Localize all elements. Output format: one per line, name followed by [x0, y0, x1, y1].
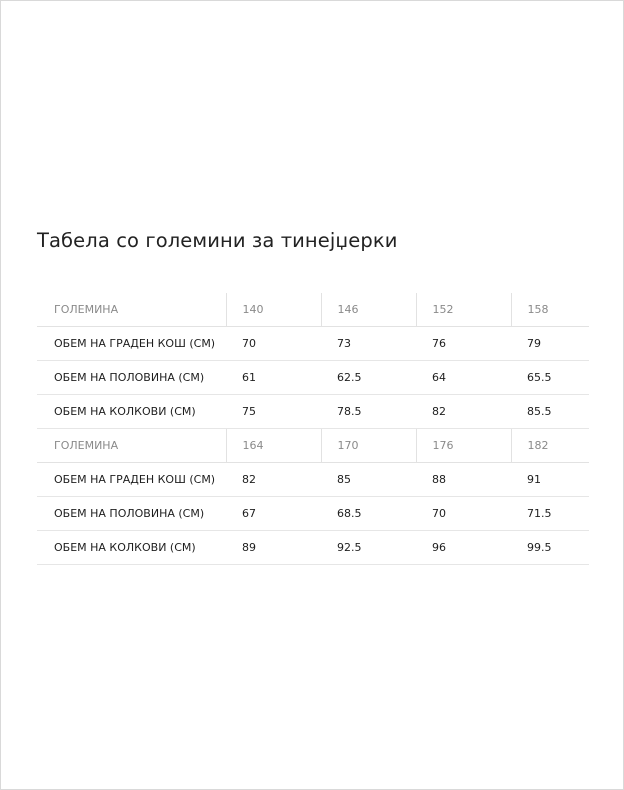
size-header-cell: 152 [416, 293, 511, 327]
size-header-cell: 164 [226, 429, 321, 463]
measurement-label: ОБЕМ НА ПОЛОВИНА (СМ) [37, 361, 226, 395]
measurement-label: ОБЕМ НА КОЛКОВИ (СМ) [37, 395, 226, 429]
measurement-value: 92.5 [321, 531, 416, 565]
measurement-value: 82 [416, 395, 511, 429]
measurement-label: ОБЕМ НА ПОЛОВИНА (СМ) [37, 497, 226, 531]
size-header-row [37, 293, 589, 327]
measurement-value: 71.5 [511, 497, 589, 531]
measurement-value: 79 [511, 327, 589, 361]
measurement-value: 75 [226, 395, 321, 429]
measurement-value: 82 [226, 463, 321, 497]
size-header-cell: 176 [416, 429, 511, 463]
table-row [37, 395, 589, 429]
measurement-value: 91 [511, 463, 589, 497]
measurement-value: 62.5 [321, 361, 416, 395]
measurement-value: 89 [226, 531, 321, 565]
size-header-cell: 182 [511, 429, 589, 463]
measurement-value: 68.5 [321, 497, 416, 531]
measurement-value: 88 [416, 463, 511, 497]
size-header-cell: 140 [226, 293, 321, 327]
size-header-label: ГОЛЕМИНА [37, 293, 226, 327]
measurement-label: ОБЕМ НА ГРАДЕН КОШ (СМ) [37, 463, 226, 497]
size-header-cell: 170 [321, 429, 416, 463]
measurement-value: 99.5 [511, 531, 589, 565]
measurement-value: 85 [321, 463, 416, 497]
table-row [37, 361, 589, 395]
measurement-value: 76 [416, 327, 511, 361]
size-header-label: ГОЛЕМИНА [37, 429, 226, 463]
table-row [37, 463, 589, 497]
size-header-cell: 146 [321, 293, 416, 327]
table-row [37, 497, 589, 531]
page-title: Табела со големини за тинејџерки [37, 229, 398, 252]
measurement-value: 64 [416, 361, 511, 395]
size-chart-table [37, 293, 589, 565]
measurement-value: 61 [226, 361, 321, 395]
table-row [37, 531, 589, 565]
table-row [37, 327, 589, 361]
size-header-cell: 158 [511, 293, 589, 327]
measurement-value: 85.5 [511, 395, 589, 429]
measurement-value: 78.5 [321, 395, 416, 429]
measurement-value: 73 [321, 327, 416, 361]
measurement-label: ОБЕМ НА ГРАДЕН КОШ (СМ) [37, 327, 226, 361]
size-header-row [37, 429, 589, 463]
measurement-value: 67 [226, 497, 321, 531]
measurement-value: 70 [226, 327, 321, 361]
measurement-value: 96 [416, 531, 511, 565]
measurement-label: ОБЕМ НА КОЛКОВИ (СМ) [37, 531, 226, 565]
measurement-value: 70 [416, 497, 511, 531]
measurement-value: 65.5 [511, 361, 589, 395]
